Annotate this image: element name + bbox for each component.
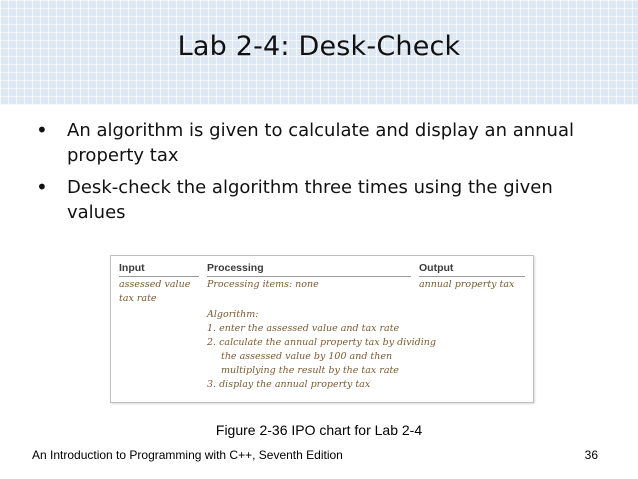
ipo-rule-processing bbox=[207, 276, 411, 277]
ipo-algorithm-step: 1. enter the assessed value and tax rate bbox=[207, 323, 400, 334]
ipo-algorithm-step: 2. calculate the annual property tax by dividing bbox=[207, 337, 436, 348]
bullet-text: Desk-check the algorithm three times using the given values bbox=[67, 177, 553, 223]
bullet-item bbox=[36, 175, 606, 225]
ipo-algorithm-label: Algorithm: bbox=[207, 309, 259, 320]
ipo-algorithm-step-cont: multiplying the result by the tax rate bbox=[221, 365, 399, 376]
page-number: 36 bbox=[584, 448, 598, 462]
ipo-output-item: annual property tax bbox=[419, 279, 515, 290]
bullet-text: An algorithm is given to calculate and display an annual property tax bbox=[67, 120, 574, 166]
ipo-header-input: Input bbox=[119, 262, 145, 274]
title-band bbox=[0, 0, 638, 105]
ipo-header-processing: Processing bbox=[207, 262, 264, 274]
footer-book-title: An Introduction to Programming with C++, Seventh Edition bbox=[32, 448, 343, 462]
ipo-rule-output bbox=[419, 276, 525, 277]
ipo-header-output: Output bbox=[419, 262, 454, 274]
ipo-algorithm-step: 3. display the annual property tax bbox=[207, 379, 371, 390]
ipo-input-item: assessed value bbox=[119, 279, 191, 290]
slide-title: Lab 2-4: Desk-Check bbox=[177, 31, 461, 62]
ipo-rule-input bbox=[119, 276, 199, 277]
bullet-list bbox=[36, 118, 606, 232]
figure-caption: Figure 2-36 IPO chart for Lab 2-4 bbox=[215, 422, 423, 438]
bullet-icon: • bbox=[36, 175, 48, 199]
bullet-icon: • bbox=[36, 118, 48, 142]
ipo-processing-items: Processing items: none bbox=[207, 279, 319, 290]
ipo-input-item: tax rate bbox=[119, 293, 157, 304]
ipo-algorithm-step-cont: the assessed value by 100 and then bbox=[221, 351, 393, 362]
ipo-chart-figure bbox=[110, 255, 534, 403]
bullet-item bbox=[36, 118, 606, 168]
